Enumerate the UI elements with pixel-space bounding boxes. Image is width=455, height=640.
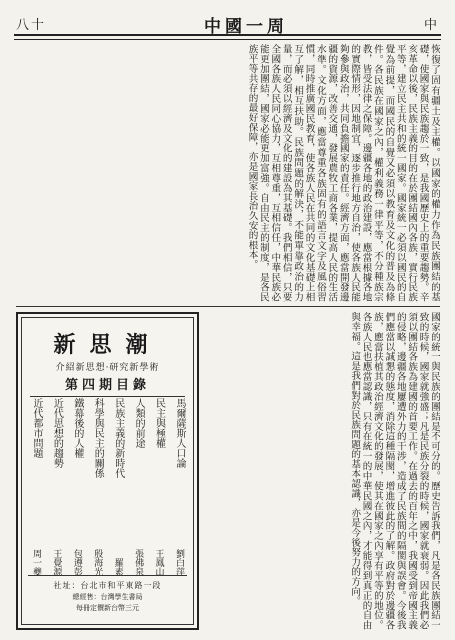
toc-title: 馬爾薩斯人口論 xyxy=(173,398,185,468)
toc-author: 包遵彭 xyxy=(71,549,82,576)
toc-item xyxy=(30,398,42,576)
toc-author: 王覺源 xyxy=(51,549,62,576)
toc-item xyxy=(112,398,124,576)
ad-issue-heading: 第四期目錄 xyxy=(30,374,185,397)
ad-footer-price: 每冊定價新台幣三元 xyxy=(76,604,139,612)
toc-item xyxy=(153,398,165,576)
toc-title: 科學與民主的關係 xyxy=(92,398,104,478)
toc-author: 周一夔 xyxy=(31,549,41,576)
toc-title: 近代思想的趨勢 xyxy=(51,398,63,468)
page-header xyxy=(14,10,441,36)
toc-author: 殷海光 xyxy=(92,549,103,576)
toc-item xyxy=(71,398,83,576)
toc-item xyxy=(173,398,185,576)
toc-title: 鐵幕後的人權 xyxy=(71,398,83,458)
ad-footer-distributor: 總經售：台灣學生書局 xyxy=(72,593,143,601)
advertisement-box xyxy=(16,312,199,630)
section-divider xyxy=(16,306,440,307)
header-rule xyxy=(14,34,441,36)
header-mark: 中 xyxy=(423,18,439,33)
toc-title: 人類的前途 xyxy=(133,398,145,448)
toc-author: 劉白萍 xyxy=(173,549,184,576)
ad-footer xyxy=(28,575,187,618)
toc-item xyxy=(91,398,103,576)
article-lower-text: 國家的統一與民族的團結是不可分的。歷史告訴我們，凡是各民族團結一致的時候，國家就強盛；凡是民族分裂的時候，國家就衰弱。因此我們必須以團結各族為建國的首要工作。在過去的百年之中，我國受到帝國主義的侵略，邊疆各地屢遭外力的干涉，造成了民族間的隔閡與誤會。今後我們應當以誠懇的態度，消除這種隔閡，增進彼此的了解。政府對於邊疆各族，應當扶植其政治經濟文化的發展，使其在國家之內享有平等的地位。各族人民也應當認識，只有在統一的中華民國之內，才能得到真正的自由與幸福。這是我們對於民族問題的基本認識，亦是今後努力的方向。 xyxy=(349,312,440,630)
article-upper-text: 恢復了固有疆土及主權。以國家的權力作為民族團結的基礎，使國家與民族趨於一致，是我國歷史上的重要趨勢。辛亥革命以後，民族主義的目的在於團結國內各族，實行民族平等，建立民主共和的統一國家。國家統一必須以國民的自覺為前提，而國民的自覺又必須以教育及文化的普及為條件。各民族在國家之內，權利義務一律平等，不分種族宗教，皆受法律之保障。邊疆各地的政治建設，應當根據各地的實際情形，因地制宜，逐步推行地方自治，使各族人民能夠參與政治，共同負擔國家的責任。經濟方面，應當開發邊疆的資源，改善交通，發展農牧工商各業，提高人民的生活水準。文化方面，應當尊重各族固有的語言文字及風俗習慣，同時推廣國民教育，使各族人民在共同的文化基礎上相互了解，相互扶助。民族問題的解決，不能單靠政治的力量，而必須以經濟及文化的建設為其基礎。我們相信，只要全國各族人民同心協力，互相尊重，互相信任，中華民族必能更加團結，國家必能更加富強。自由民主的制度，是各民族平等共存的最好保障，亦是國家長治久安的根本。 xyxy=(246,44,440,302)
ad-title: 新思潮 xyxy=(53,332,162,358)
journal-title: 中國一周 xyxy=(204,17,288,37)
toc-title: 民主與極權 xyxy=(153,398,165,448)
ad-subtitle: 介紹新思想·研究新學術 xyxy=(55,363,160,373)
toc-title: 民族主義的新時代 xyxy=(112,398,124,478)
page-number: 八十 xyxy=(16,18,47,33)
ad-contents xyxy=(30,398,185,576)
toc-title: 近代都市問題 xyxy=(31,398,42,458)
toc-author: 羅素 xyxy=(112,558,123,576)
toc-item xyxy=(50,398,62,576)
toc-item xyxy=(132,398,144,576)
toc-author: 張佛泉 xyxy=(133,549,144,576)
toc-author: 王鳳山 xyxy=(153,549,164,576)
ad-footer-address: 社址：台北市和平東路一段 xyxy=(53,581,162,590)
advertisement-inner-border xyxy=(21,317,194,625)
header-rule-thin xyxy=(14,39,441,40)
